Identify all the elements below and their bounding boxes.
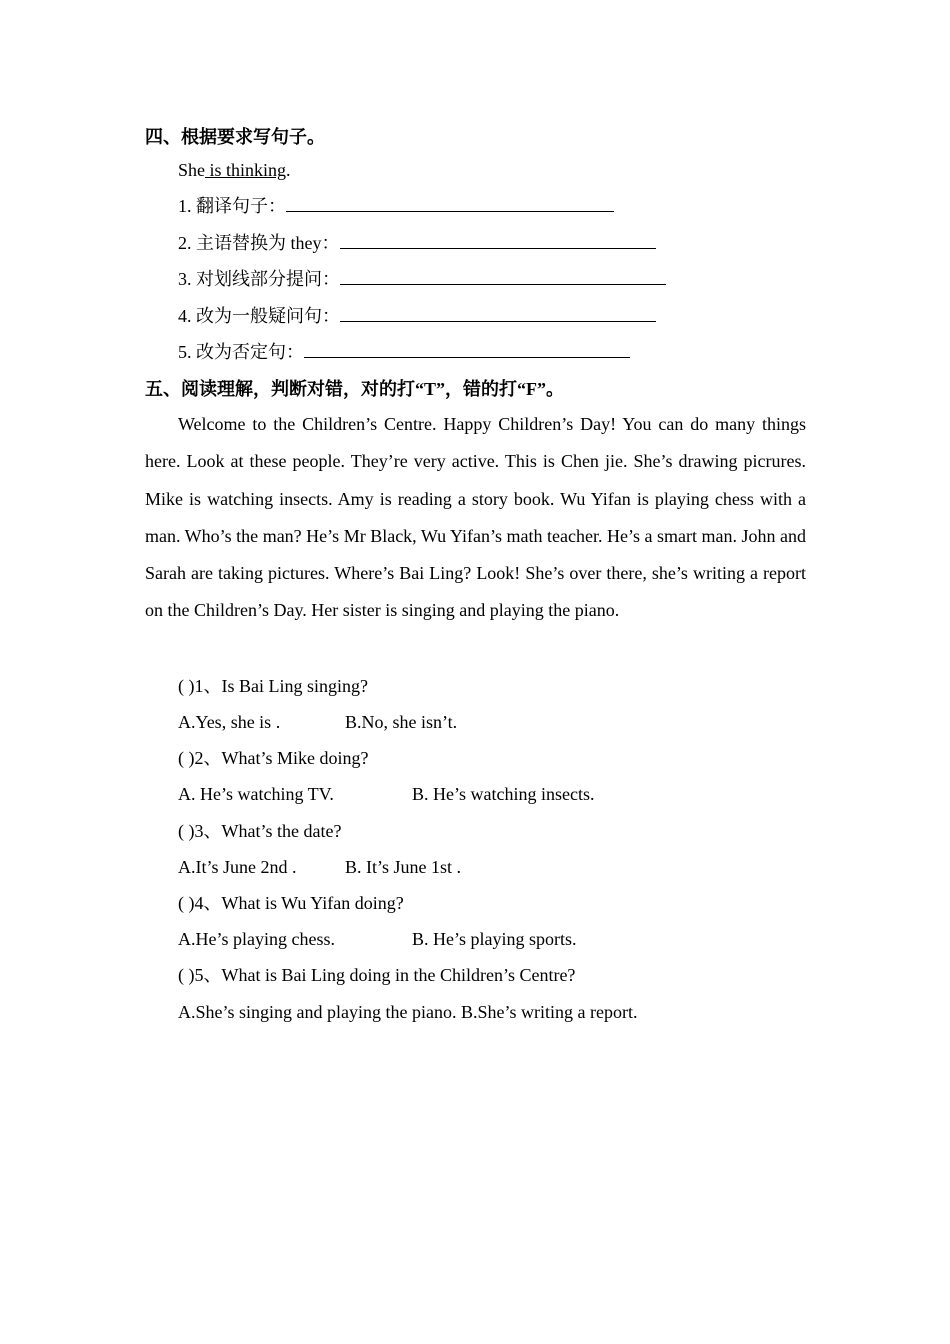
sentence-end: . [286, 160, 291, 180]
question-2: ( )2、What’s Mike doing? [178, 748, 369, 768]
option-4a[interactable]: A.He’s playing chess. [178, 929, 335, 949]
reading-passage: Welcome to the Children’s Centre. Happy Children’s Day! You can do many things here. Look at these people. They’re very active. This is Chen jie. She’s drawing picrures. Mike is watching insects. Amy is reading a story book. Wu Yifan is playing chess with a man. Who’s the man? He’s Mr Black, Wu Yifan’s math teacher. He’s a smart man. John and Sarah are taking pictures. Where’s Bai Ling? Look! She’s over there, she’s writing a report on the Children’s Day. Her sister is singing and playing the piano. [145, 414, 806, 621]
option-3a[interactable]: A.It’s June 2nd . [178, 857, 297, 877]
question-1: ( )1、Is Bai Ling singing? [178, 676, 368, 696]
answer-blank[interactable] [340, 232, 656, 249]
example-sentence [178, 159, 291, 181]
section5-heading: 五、阅读理解，判断对错，对的打“T”，错的打“F”。 [145, 379, 564, 399]
option-1a[interactable]: A.Yes, she is . [178, 712, 281, 732]
answer-blank[interactable] [340, 305, 656, 322]
option-2b[interactable]: B. He’s watching insects. [412, 784, 595, 804]
sentence-subject: She [178, 160, 205, 180]
task-label: 5. 改为否定句： [178, 342, 304, 362]
task-negative [178, 341, 630, 363]
option-3b[interactable]: B. It’s June 1st . [345, 857, 462, 877]
task-label: 3. 对划线部分提问： [178, 269, 340, 289]
task-yes-no-question [178, 305, 656, 327]
question-5: ( )5、What is Bai Ling doing in the Children’s Centre? [178, 965, 576, 985]
answer-blank[interactable] [286, 195, 614, 212]
option-5b[interactable]: B.She’s writing a report. [460, 1002, 638, 1022]
question-3: ( )3、What’s the date? [178, 821, 342, 841]
task-label: 4. 改为一般疑问句： [178, 306, 340, 326]
sentence-underlined: is thinking [205, 160, 287, 180]
option-1b[interactable]: B.No, she isn’t. [345, 712, 458, 732]
task-replace-subject [178, 232, 656, 254]
answer-blank[interactable] [340, 268, 666, 285]
section4-heading: 四、根据要求写句子。 [145, 127, 325, 147]
task-label: 1. 翻译句子： [178, 196, 286, 216]
task-translate [178, 195, 614, 217]
option-2a[interactable]: A. He’s watching TV. [178, 784, 334, 804]
option-5a[interactable]: A.She’s singing and playing the piano. [178, 1002, 457, 1022]
option-5a-5b [178, 1001, 637, 1023]
option-4b[interactable]: B. He’s playing sports. [412, 929, 577, 949]
question-4: ( )4、What is Wu Yifan doing? [178, 893, 404, 913]
task-ask-question [178, 268, 666, 290]
task-label: 2. 主语替换为 they： [178, 233, 340, 253]
answer-blank[interactable] [304, 341, 630, 358]
